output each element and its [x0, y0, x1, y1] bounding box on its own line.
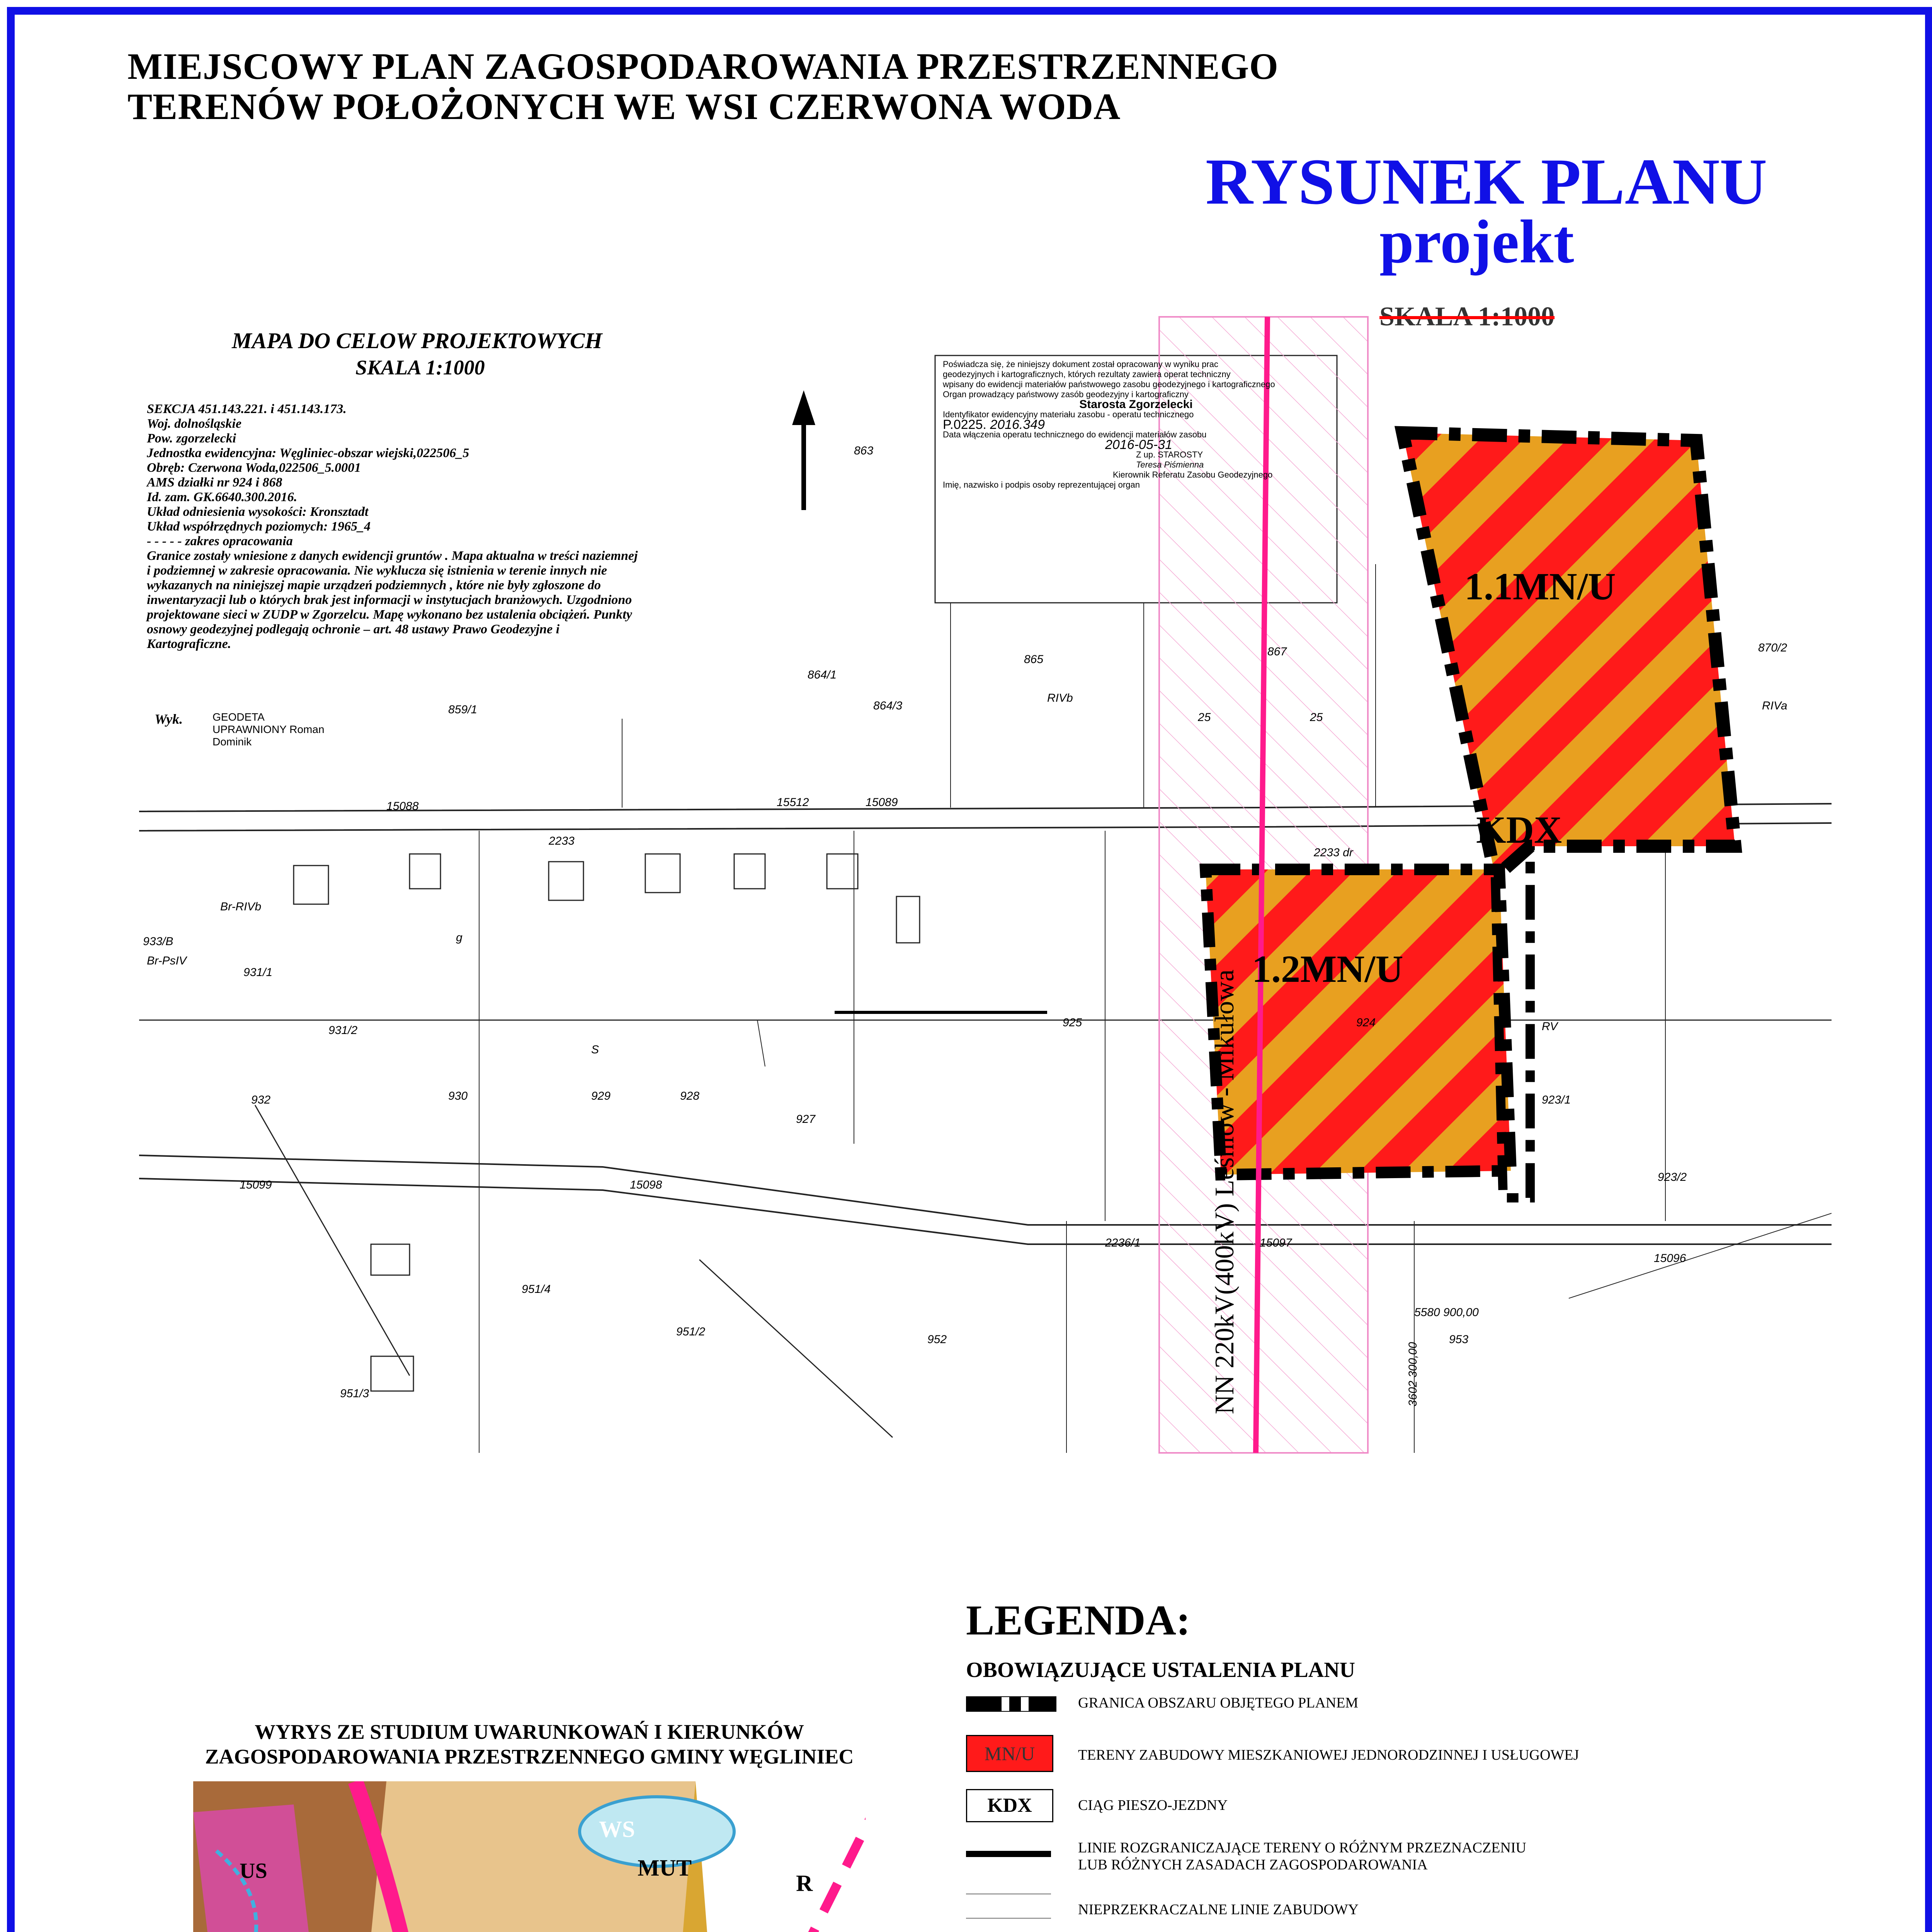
study-map-svg — [193, 1781, 866, 1932]
powerline-label: NN 220kV(400kV) Leśniów - Mikułowa — [1210, 969, 1240, 1414]
parcel-label: 923/1 — [1542, 1094, 1571, 1106]
parcel-label: 931/1 — [243, 966, 273, 979]
stamp-line: wpisany do ewidencji materiałów państwowego zasobu geodezyjnego i kartograficznego — [943, 379, 1275, 389]
stamp-line: Organ prowadzący państwowy zasób geodezyjny i kartograficzny — [943, 389, 1189, 399]
stamp-line: Z up. STAROSTY — [1136, 450, 1203, 459]
parcel-label: 15512 — [777, 796, 809, 809]
parcel-label: 933/B — [143, 935, 173, 948]
stamp-line: Teresa Piśmienna — [1136, 460, 1204, 469]
parcel-label: 951/4 — [522, 1283, 551, 1296]
stamp-line — [943, 417, 1329, 432]
parcel-label: Br-PsIV — [147, 954, 187, 967]
parcel-label: RIVb — [1047, 692, 1073, 704]
plan-title-line1: MIEJSCOWY PLAN ZAGOSPODAROWANIA PRZESTRZENNEGO — [128, 46, 1279, 87]
surveyor-stamp: GEODETA UPRAWNIONY Roman Dominik — [213, 711, 325, 748]
parcel-label: 864/3 — [873, 699, 903, 712]
study-label: US — [240, 1859, 267, 1883]
map-info-line: inwentaryzacji lub o których brak jest informacji w instytucjach branżowych. Uzgodniono — [147, 593, 632, 607]
parcel-label: g — [456, 931, 463, 944]
map-info — [147, 402, 881, 651]
base-map — [139, 294, 1832, 1476]
map-info-line: i podziemnej w zakresie opracowania. Nie wyklucza się istnienia w terenie innych nie — [147, 563, 607, 578]
map-info-line: Układ współrzędnych poziomych: 1965_4 — [147, 519, 371, 534]
parcel-label: 2236/1 — [1105, 1236, 1141, 1249]
legend-text-kdx: CIĄG PIESZO-JEZDNY — [1078, 1797, 1228, 1813]
legend-text-boundary: GRANICA OBSZARU OBJĘTEGO PLANEM — [1078, 1695, 1359, 1711]
parcel-label: 928 — [680, 1090, 700, 1102]
legend-symbol-boundary — [966, 1696, 1056, 1712]
parcel-label: 923/2 — [1658, 1171, 1687, 1184]
parcel-label: 15099 — [240, 1179, 272, 1191]
legend-title: LEGENDA: — [966, 1597, 1190, 1644]
parcel-label: RIVa — [1762, 699, 1787, 712]
study-label: MUT — [638, 1855, 692, 1881]
parcel-label: 864/1 — [808, 668, 837, 681]
parcel-label: 865 — [1024, 653, 1044, 666]
parcel-label: 15088 — [386, 800, 419, 813]
parcel-label: Br-RIVb — [220, 900, 262, 913]
coordinate-label: 5580 900,00 — [1414, 1306, 1479, 1319]
parcel-label: 952 — [927, 1333, 947, 1346]
legend-symbol-mnu: MN/U — [966, 1735, 1053, 1772]
stamp-line: Identyfikator ewidencyjny materiału zasobu - operatu technicznego — [943, 410, 1194, 419]
zone-label-1-2: 1.2MN/U — [1252, 947, 1403, 990]
parcel-label: 870/2 — [1758, 641, 1787, 654]
parcel-label: 925 — [1063, 1016, 1082, 1029]
map-info-line: SEKCJA 451.143.221. i 451.143.173. — [147, 402, 347, 416]
map-info-line: Jednostka ewidencyjna: Węgliniec-obszar wiejski,022506_5 — [147, 446, 469, 460]
map-info-line: Woj. dolnośląskie — [147, 417, 242, 431]
parcel-label: 15089 — [866, 796, 898, 809]
parcel-label: 863 — [854, 444, 874, 457]
parcel-label: 2233 — [549, 835, 575, 847]
stamp-id: 2016.349 — [990, 417, 1045, 432]
stamp-line: Poświadcza się, że niniejszy dokument został opracowany w wyniku prac — [943, 359, 1218, 369]
legend-section-binding: OBOWIĄZUJĄCE USTALENIA PLANU — [966, 1658, 1355, 1682]
parcel-label: 951/2 — [676, 1325, 706, 1338]
legend-symbol-boundary-line — [966, 1851, 1051, 1857]
study-extract-title — [201, 1719, 858, 1769]
coordinate-label: 3602 300,00 — [1406, 1342, 1419, 1406]
dimension-label: 25 — [1198, 711, 1211, 724]
legend-line: LUB RÓŻNYCH ZASADACH ZAGOSPODAROWANIA — [1078, 1857, 1428, 1873]
legend-symbol-kdx: KDX — [966, 1789, 1053, 1822]
map-info-line: Obręb: Czerwona Woda,022506_5.0001 — [147, 461, 361, 475]
map-info-line: AMS działki nr 924 i 868 — [147, 475, 282, 490]
map-scale: SKALA 1:1000 — [355, 356, 485, 379]
parcel-label: 15097 — [1260, 1236, 1292, 1249]
parcel-label: 953 — [1449, 1333, 1469, 1346]
parcel-label: 931/2 — [328, 1024, 358, 1037]
study-title-line: WYRYS ZE STUDIUM UWARUNKOWAŃ I KIERUNKÓW — [255, 1720, 804, 1743]
stamp-line: Imię, nazwisko i podpis osoby reprezentującej organ — [943, 480, 1140, 490]
parcel-label: 924 — [1356, 1016, 1376, 1029]
parcel-label: RV — [1542, 1020, 1558, 1033]
parcel-label: 15098 — [630, 1179, 662, 1191]
map-title: MAPA DO CELOW PROJEKTOWYCH — [232, 328, 602, 353]
map-info-line: Id. zam. GK.6640.300.2016. — [147, 490, 298, 504]
parcel-label: 859/1 — [448, 703, 478, 716]
map-info-line: osnowy geodezyjnej podlegają ochronie – art. 48 ustawy Prawo Geodezyjne i — [147, 622, 560, 636]
study-label: WS — [599, 1816, 635, 1842]
dimension-label: 25 — [1310, 711, 1323, 724]
parcel-label: 929 — [591, 1090, 611, 1102]
legend-text-building-line: NIEPRZEKRACZALNE LINIE ZABUDOWY — [1078, 1901, 1359, 1918]
legend-text-boundary-line — [1078, 1839, 1526, 1873]
parcel-label: 15096 — [1654, 1252, 1686, 1265]
legend-symbol-building-line — [966, 1893, 1051, 1919]
map-info-line: wykazanych na niniejszej mapie urządzeń podziemnych , które nie były zgłoszone do — [147, 578, 601, 592]
map-info-line: projektowane sieci w ZUDP w Zgorzelcu. Mapę wykonano bez ustalenia obciążeń. Punkty — [147, 607, 632, 622]
plan-title-line2: TERENÓW POŁOŻONYCH WE WSI CZERWONA WODA — [128, 86, 1121, 127]
parcel-label: 951/3 — [340, 1387, 369, 1400]
drawing-title: RYSUNEK PLANU — [1206, 145, 1767, 218]
stamp-line: Kierownik Referatu Zasobu Geodezyjnego — [1113, 470, 1273, 480]
legend-text-mnu: TERENY ZABUDOWY MIESZKANIOWEJ JEDNORODZINNEJ I USŁUGOWEJ — [1078, 1747, 1579, 1763]
parcel-label: S — [591, 1043, 599, 1056]
register-stamp — [943, 359, 1329, 490]
map-info-line: Pow. zgorzelecki — [147, 431, 236, 446]
legend-line: LINIE ROZGRANICZAJĄCE TERENY O RÓŻNYM PRZEZNACZENIU — [1078, 1840, 1526, 1856]
map-info-line: - - - - - zakres opracowania — [147, 534, 293, 548]
parcel-label: 2233 dr — [1314, 846, 1353, 859]
stamp-date: 2016-05-31 — [1105, 437, 1172, 452]
study-label: R — [796, 1871, 813, 1896]
zone-label-kdx: KDX — [1476, 808, 1562, 851]
stamp-line: Starosta Zgorzelecki — [1079, 398, 1193, 411]
wyk-label: Wyk. — [155, 711, 183, 727]
map-info-line: Granice zostały wniesione z danych ewidencji gruntów . Mapa aktualna w treści naziemnej — [147, 549, 638, 563]
parcel-label: 867 — [1267, 645, 1287, 658]
parcel-label: 932 — [251, 1094, 271, 1106]
zone-label-1-1: 1.1MN/U — [1464, 565, 1616, 608]
map-info-line: Układ odniesienia wysokości: Kronsztadt — [147, 505, 369, 519]
stamp-line: geodezyjnych i kartograficznych, których rezultaty zawiera operat techniczny — [943, 369, 1231, 379]
parcel-label: 930 — [448, 1090, 468, 1102]
drawing-subtitle: projekt — [1379, 207, 1574, 276]
map-info-line: Kartograficzne. — [147, 637, 231, 651]
parcel-label: 927 — [796, 1113, 816, 1126]
study-extract-map — [193, 1781, 866, 1932]
crossed-scale: SKALA 1:1000 — [1379, 302, 1555, 332]
stamp-line: Data włączenia operatu technicznego do ewidencji materiałów zasobu — [943, 430, 1207, 439]
study-title-line: ZAGOSPODAROWANIA PRZESTRZENNEGO GMINY WĘGLINIEC — [205, 1745, 854, 1768]
stamp-id-prefix: P.0225. — [943, 417, 986, 432]
